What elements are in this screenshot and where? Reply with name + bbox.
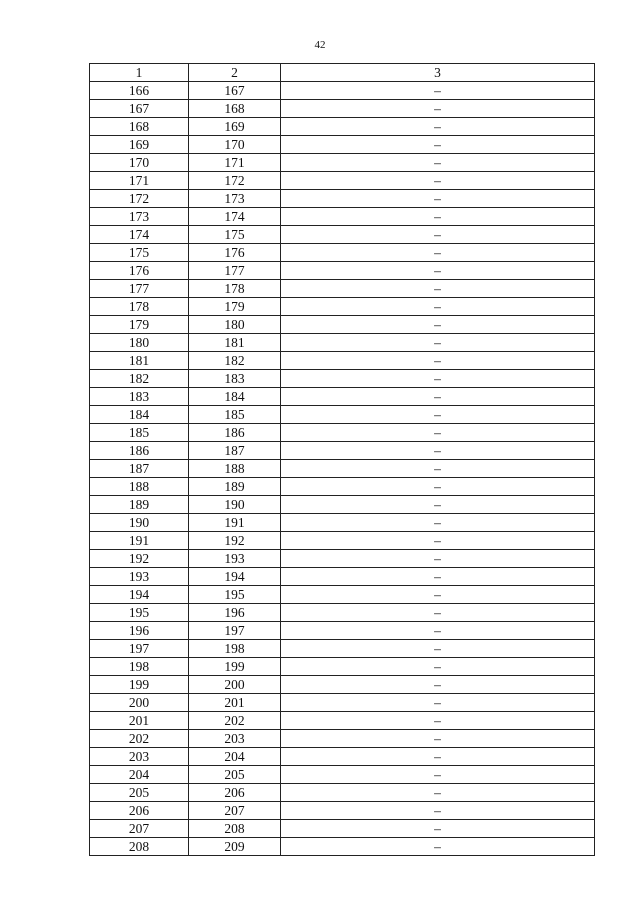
table-cell-col-2: 209 [189,838,281,856]
table-row [90,694,595,712]
table-row [90,604,595,622]
table-cell-col-2: 199 [189,658,281,676]
table-cell-col-1: 202 [90,730,189,748]
table-row [90,424,595,442]
table-cell-col-1: 175 [90,244,189,262]
table-cell-col-2: 190 [189,496,281,514]
table-cell-col-2: 194 [189,568,281,586]
table-cell-col-3: – [281,766,595,784]
table-cell-col-2: 170 [189,136,281,154]
table-cell-col-3: – [281,748,595,766]
table-cell-col-3: – [281,172,595,190]
table-row [90,478,595,496]
table-cell-col-3: – [281,208,595,226]
table-cell-col-3: – [281,694,595,712]
table-row [90,208,595,226]
table-cell-col-3: – [281,298,595,316]
table-cell-col-3: – [281,730,595,748]
table-cell-col-3: – [281,370,595,388]
table-row [90,676,595,694]
table-row [90,100,595,118]
table-cell-col-2: 184 [189,388,281,406]
table-cell-col-2: 193 [189,550,281,568]
table-cell-col-1: 207 [90,820,189,838]
table-cell-col-1: 185 [90,424,189,442]
table-cell-col-3: – [281,388,595,406]
table-cell-col-2: 191 [189,514,281,532]
table-cell-col-1: 186 [90,442,189,460]
table-cell-col-1: 195 [90,604,189,622]
table-cell-col-1: 197 [90,640,189,658]
table-cell-col-3: – [281,460,595,478]
table-cell-col-3: – [281,100,595,118]
table-cell-col-1: 187 [90,460,189,478]
table-row [90,262,595,280]
table-cell-col-3: – [281,334,595,352]
table-row [90,442,595,460]
table-cell-col-3: – [281,604,595,622]
table-cell-col-2: 207 [189,802,281,820]
table-cell-col-1: 190 [90,514,189,532]
table-row [90,748,595,766]
table-cell-col-2: 175 [189,226,281,244]
table-header [90,64,595,82]
page-number: 42 [314,39,326,51]
table-cell-col-1: 200 [90,694,189,712]
table-cell-col-3: – [281,838,595,856]
table-row [90,334,595,352]
table-cell-col-3: – [281,496,595,514]
table-cell-col-3: – [281,712,595,730]
table-cell-col-3: – [281,802,595,820]
table-row [90,352,595,370]
table-row [90,136,595,154]
table-cell-col-1: 193 [90,568,189,586]
table-cell-col-3: – [281,262,595,280]
table-cell-col-1: 198 [90,658,189,676]
table-cell-col-2: 206 [189,784,281,802]
table-cell-col-1: 192 [90,550,189,568]
table-row [90,802,595,820]
table-row [90,838,595,856]
table-cell-col-2: 204 [189,748,281,766]
table-row [90,820,595,838]
table-row [90,406,595,424]
table-cell-col-2: 197 [189,622,281,640]
table-body [90,82,595,856]
table-cell-col-2: 172 [189,172,281,190]
table-cell-col-1: 201 [90,712,189,730]
table-cell-col-1: 180 [90,334,189,352]
table-row [90,766,595,784]
table-cell-col-2: 179 [189,298,281,316]
table-row [90,118,595,136]
table-cell-col-1: 203 [90,748,189,766]
table-cell-col-3: – [281,478,595,496]
table-cell-col-1: 183 [90,388,189,406]
table-cell-col-2: 208 [189,820,281,838]
table-row [90,514,595,532]
table-row [90,568,595,586]
table-row [90,316,595,334]
table-cell-col-2: 168 [189,100,281,118]
table-cell-col-3: – [281,532,595,550]
table-cell-col-1: 181 [90,352,189,370]
table-cell-col-1: 199 [90,676,189,694]
table-cell-col-2: 174 [189,208,281,226]
table-cell-col-1: 170 [90,154,189,172]
table-cell-col-2: 187 [189,442,281,460]
table-cell-col-2: 182 [189,352,281,370]
table-row [90,244,595,262]
table-cell-col-2: 185 [189,406,281,424]
table-cell-col-3: – [281,640,595,658]
column-header-2: 2 [189,64,281,82]
table-row [90,550,595,568]
table-cell-col-2: 196 [189,604,281,622]
table-cell-col-3: – [281,352,595,370]
table-row [90,712,595,730]
table-row [90,388,595,406]
table-cell-col-2: 181 [189,334,281,352]
table-row [90,226,595,244]
table-cell-col-3: – [281,586,595,604]
table-cell-col-3: – [281,190,595,208]
table-cell-col-1: 204 [90,766,189,784]
table-row [90,586,595,604]
table-cell-col-2: 205 [189,766,281,784]
table-cell-col-1: 169 [90,136,189,154]
table-row [90,190,595,208]
table-cell-col-1: 179 [90,316,189,334]
table-header-row [90,64,595,82]
table-cell-col-3: – [281,658,595,676]
table-cell-col-1: 196 [90,622,189,640]
table-cell-col-2: 203 [189,730,281,748]
table-cell-col-1: 178 [90,298,189,316]
table-cell-col-3: – [281,154,595,172]
table-cell-col-3: – [281,514,595,532]
table-cell-col-1: 205 [90,784,189,802]
column-header-3: 3 [281,64,595,82]
table-cell-col-3: – [281,676,595,694]
table-cell-col-1: 168 [90,118,189,136]
table-cell-col-3: – [281,226,595,244]
table-cell-col-3: – [281,442,595,460]
table-cell-col-3: – [281,820,595,838]
table-cell-col-1: 194 [90,586,189,604]
table-cell-col-1: 208 [90,838,189,856]
table-cell-col-3: – [281,82,595,100]
table-cell-col-2: 201 [189,694,281,712]
data-table [89,63,595,856]
table-cell-col-1: 167 [90,100,189,118]
table-cell-col-2: 171 [189,154,281,172]
table-cell-col-3: – [281,784,595,802]
table-cell-col-1: 176 [90,262,189,280]
table-row [90,496,595,514]
table-cell-col-1: 188 [90,478,189,496]
table-cell-col-3: – [281,406,595,424]
table-row [90,640,595,658]
table-row [90,82,595,100]
table-cell-col-2: 173 [189,190,281,208]
table-row [90,532,595,550]
table-cell-col-2: 167 [189,82,281,100]
table-cell-col-1: 182 [90,370,189,388]
table-cell-col-1: 177 [90,280,189,298]
table-cell-col-1: 174 [90,226,189,244]
table-cell-col-2: 186 [189,424,281,442]
table-cell-col-3: – [281,424,595,442]
table-row [90,784,595,802]
table-cell-col-1: 166 [90,82,189,100]
table-cell-col-1: 206 [90,802,189,820]
table-cell-col-2: 198 [189,640,281,658]
table-cell-col-1: 173 [90,208,189,226]
table-cell-col-2: 202 [189,712,281,730]
table-cell-col-1: 172 [90,190,189,208]
table-cell-col-3: – [281,280,595,298]
table-cell-col-3: – [281,136,595,154]
table-cell-col-3: – [281,118,595,136]
table-cell-col-2: 188 [189,460,281,478]
table-cell-col-2: 180 [189,316,281,334]
table-row [90,154,595,172]
table-cell-col-1: 184 [90,406,189,424]
table-cell-col-2: 169 [189,118,281,136]
table-row [90,298,595,316]
table-cell-col-2: 192 [189,532,281,550]
table-cell-col-2: 176 [189,244,281,262]
table-row [90,658,595,676]
table-cell-col-2: 177 [189,262,281,280]
table-cell-col-2: 183 [189,370,281,388]
column-header-1: 1 [90,64,189,82]
table-row [90,370,595,388]
table-cell-col-1: 189 [90,496,189,514]
table-row [90,730,595,748]
table-cell-col-2: 178 [189,280,281,298]
table-cell-col-2: 195 [189,586,281,604]
table-row [90,280,595,298]
table-row [90,622,595,640]
table-cell-col-3: – [281,244,595,262]
table-cell-col-3: – [281,550,595,568]
table-cell-col-2: 200 [189,676,281,694]
table-row [90,172,595,190]
table-cell-col-3: – [281,316,595,334]
table-cell-col-3: – [281,622,595,640]
table-cell-col-1: 191 [90,532,189,550]
table-cell-col-2: 189 [189,478,281,496]
table-row [90,460,595,478]
table-cell-col-3: – [281,568,595,586]
table-cell-col-1: 171 [90,172,189,190]
